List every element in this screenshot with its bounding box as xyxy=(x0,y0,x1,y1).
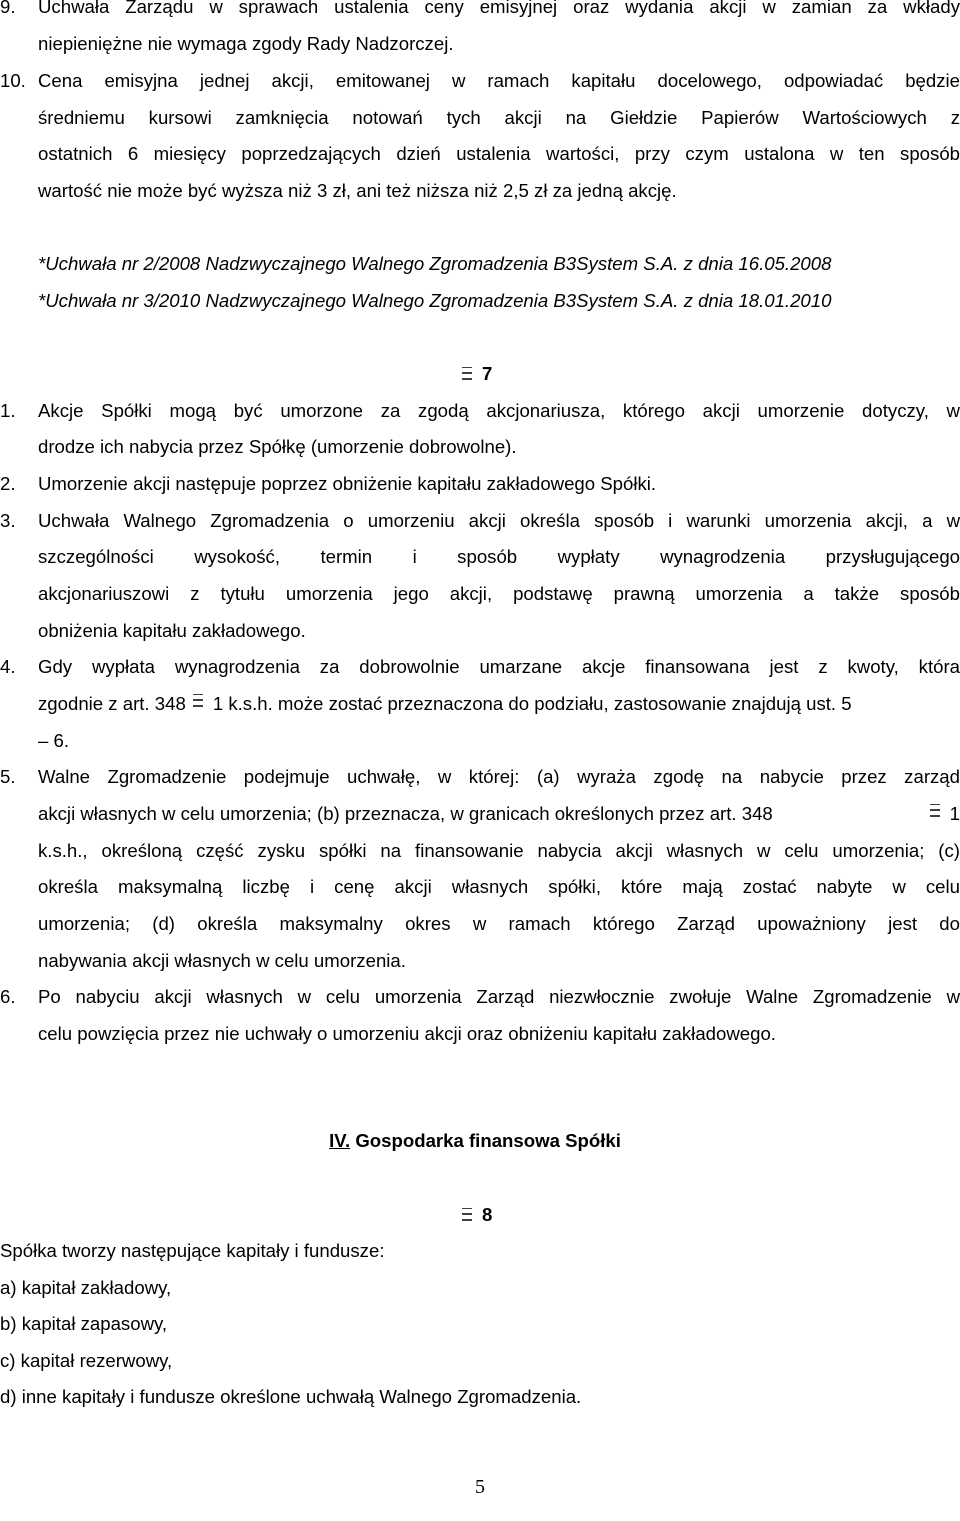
paragraph-line: – 6. xyxy=(38,730,70,751)
item-number: 4. xyxy=(0,656,16,677)
text-fragment: 1 k.s.h. może zostać przeznaczona do podziału, zastosowanie znajdują ust. 5 xyxy=(212,693,852,714)
section-number: 7 xyxy=(482,363,493,384)
paragraph-line xyxy=(38,693,960,715)
paragraph-line: wartość nie może być wyższa niż 3 zł, ani też niższa niż 2,5 zł za jedną akcję. xyxy=(38,180,677,201)
paragraph-line: Umorzenie akcji następuje poprzez obniżenie kapitału zakładowego Spółki. xyxy=(38,473,657,494)
paragraph-line: ostatnich 6 miesięcy poprzedzających dzień ustalenia wartości, przy czym ustalona w ten sposób xyxy=(38,143,960,164)
paragraph-line: Uchwała Zarządu w sprawach ustalenia ceny emisyjnej oraz wydania akcji w zamian za wkłady xyxy=(38,0,960,17)
chapter-heading xyxy=(0,1130,960,1152)
paragraph-line: określa maksymalną liczbę i cenę akcji własnych spółki, które mają zostać nabyte w celu xyxy=(38,876,960,897)
chapter-number: IV. xyxy=(329,1130,351,1151)
paragraph-line: akcjonariuszowi z tytułu umorzenia jego akcji, podstawę prawną umorzenia a także sposób xyxy=(38,583,960,604)
item-number: 9. xyxy=(0,0,16,17)
item-number: 10. xyxy=(0,70,26,91)
paragraph-line: Walne Zgromadzenie podejmuje uchwałę, w której: (a) wyraża zgodę na nabycie przez zarząd xyxy=(38,766,960,787)
paragraph-line: k.s.h., określoną część zysku spółki na finansowanie nabycia akcji własnych w celu umorzenia; (c) xyxy=(38,840,960,861)
paragraph-line: nabywania akcji własnych w celu umorzenia. xyxy=(38,950,406,971)
list-item: c) kapitał rezerwowy, xyxy=(0,1350,173,1371)
item-number: 2. xyxy=(0,473,16,494)
section-number: 8 xyxy=(482,1204,493,1225)
section-intro: Spółka tworzy następujące kapitały i fundusze: xyxy=(0,1240,385,1261)
section-sign-icon xyxy=(929,804,941,824)
list-item: a) kapitał zakładowy, xyxy=(0,1277,172,1298)
text-fragment: akcji własnych w celu umorzenia; (b) przeznacza, w granicach określonych przez art. 348 xyxy=(38,803,773,824)
chapter-title: Gospodarka finansowa Spółki xyxy=(355,1130,621,1151)
text-fragment: 1 xyxy=(949,803,960,824)
paragraph-line: Gdy wypłata wynagrodzenia za dobrowolnie umarzane akcje finansowana jest z kwoty, która xyxy=(38,656,960,677)
paragraph-line: niepieniężne nie wymaga zgody Rady Nadzorczej. xyxy=(38,33,454,54)
paragraph-line: umorzenia; (d) określa maksymalny okres w ramach którego Zarząd upoważniony jest do xyxy=(38,913,960,934)
section-sign-icon xyxy=(461,1208,473,1228)
list-item: d) inne kapitały i fundusze określone uchwałą Walnego Zgromadzenia. xyxy=(0,1386,582,1407)
item-number: 5. xyxy=(0,766,16,787)
paragraph-line: drodze ich nabycia przez Spółkę (umorzenie dobrowolne). xyxy=(38,436,517,457)
section-sign-icon xyxy=(192,694,204,714)
paragraph-line xyxy=(38,803,960,825)
item-number: 6. xyxy=(0,986,16,1007)
paragraph-line: Akcje Spółki mogą być umorzone za zgodą akcjonariusza, którego akcji umorzenie dotyczy, w xyxy=(38,400,960,421)
paragraph-line: Uchwała Walnego Zgromadzenia o umorzeniu akcji określa sposób i warunki umorzenia akcji, a w xyxy=(38,510,960,531)
paragraph-line: Po nabyciu akcji własnych w celu umorzenia Zarząd niezwłocznie zwołuje Walne Zgromadzenie w xyxy=(38,986,960,1007)
page-number: 5 xyxy=(475,1476,485,1498)
section-sign-icon xyxy=(461,367,473,387)
list-item: b) kapitał zapasowy, xyxy=(0,1313,168,1334)
amendment-note: *Uchwała nr 3/2010 Nadzwyczajnego Walnego Zgromadzenia B3System S.A. z dnia 18.01.2010 xyxy=(38,290,832,311)
amendment-note: *Uchwała nr 2/2008 Nadzwyczajnego Walnego Zgromadzenia B3System S.A. z dnia 16.05.2008 xyxy=(38,253,832,274)
item-number: 3. xyxy=(0,510,16,531)
paragraph-line: celu powzięcia przez nie uchwały o umorzeniu akcji oraz obniżeniu kapitału zakładowego. xyxy=(38,1023,776,1044)
paragraph-line: Cena emisyjna jednej akcji, emitowanej w ramach kapitału docelowego, odpowiadać będzie xyxy=(38,70,960,91)
item-number: 1. xyxy=(0,400,16,421)
paragraph-line: szczególności wysokość, termin i sposób wypłaty wynagrodzenia przysługującego xyxy=(38,546,960,567)
paragraph-line: średniemu kursowi zamknięcia notowań tych akcji na Giełdzie Papierów Wartościowych z xyxy=(38,107,960,128)
text-fragment: zgodnie z art. 348 xyxy=(38,693,186,714)
paragraph-line: obniżenia kapitału zakładowego. xyxy=(38,620,306,641)
